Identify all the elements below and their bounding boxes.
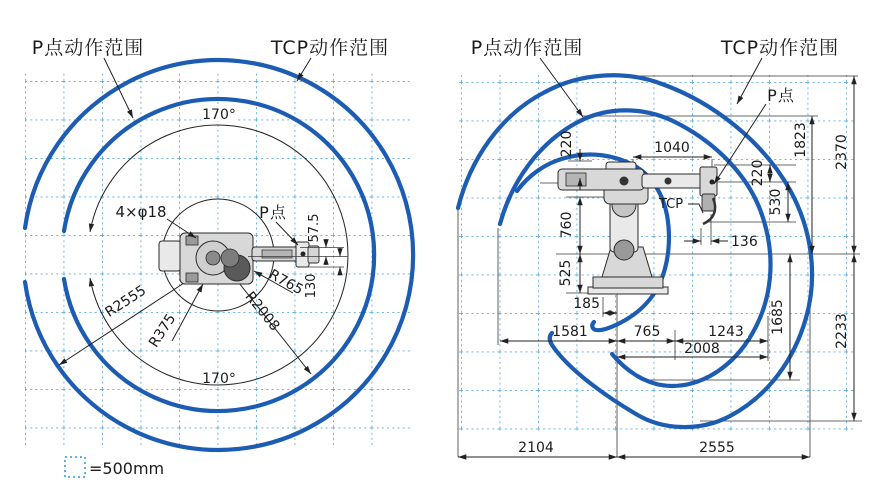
p-point-label: P点	[767, 86, 795, 105]
dim-1040: 1040	[654, 140, 690, 156]
p-point-label: P点	[259, 203, 287, 222]
dim-1243: 1243	[708, 324, 744, 340]
dim-1685: 1685	[770, 299, 786, 335]
tcp-label: TCP	[658, 197, 684, 212]
r2008-label: R2008	[241, 288, 283, 335]
dim-1581: 1581	[552, 324, 588, 340]
offset-130-label: 130	[304, 273, 319, 299]
tcp-range-label: TCP动作范围	[720, 37, 840, 59]
offset-57-label: 57.5	[307, 213, 322, 243]
dim-765: 765	[633, 324, 661, 340]
r375-label: R375	[146, 311, 180, 351]
side-view	[458, 37, 862, 457]
top-view	[25, 37, 413, 450]
dim-530: 530	[768, 188, 784, 216]
dim-2233: 2233	[834, 313, 850, 349]
dim-760: 760	[559, 211, 575, 239]
dim-2104: 2104	[518, 440, 554, 456]
dim-220-left: 220	[559, 130, 575, 158]
dim-2008: 2008	[684, 341, 720, 357]
p-range-label: P点动作范围	[31, 37, 145, 59]
p-range-label: P点动作范围	[470, 37, 584, 59]
rotation-bottom-label: 170°	[202, 371, 236, 387]
scale-note: =500mm	[89, 459, 165, 478]
mount-holes-label: 4×φ18	[115, 203, 167, 221]
dim-2555: 2555	[699, 440, 735, 456]
dim-2370: 2370	[834, 134, 850, 170]
scale-legend	[65, 457, 164, 478]
r2555-label: R2555	[102, 282, 150, 321]
dim-136: 136	[731, 234, 758, 250]
dim-1823: 1823	[793, 122, 809, 158]
r765-label: R765	[266, 266, 306, 299]
dim-185: 185	[573, 296, 600, 312]
rotation-top-label: 170°	[202, 107, 236, 123]
p-point-marker	[301, 252, 306, 257]
dim-220-right: 220	[750, 159, 766, 187]
tcp-range-label: TCP动作范围	[270, 37, 390, 59]
dim-525: 525	[558, 259, 574, 287]
grid-square-icon	[65, 457, 85, 477]
